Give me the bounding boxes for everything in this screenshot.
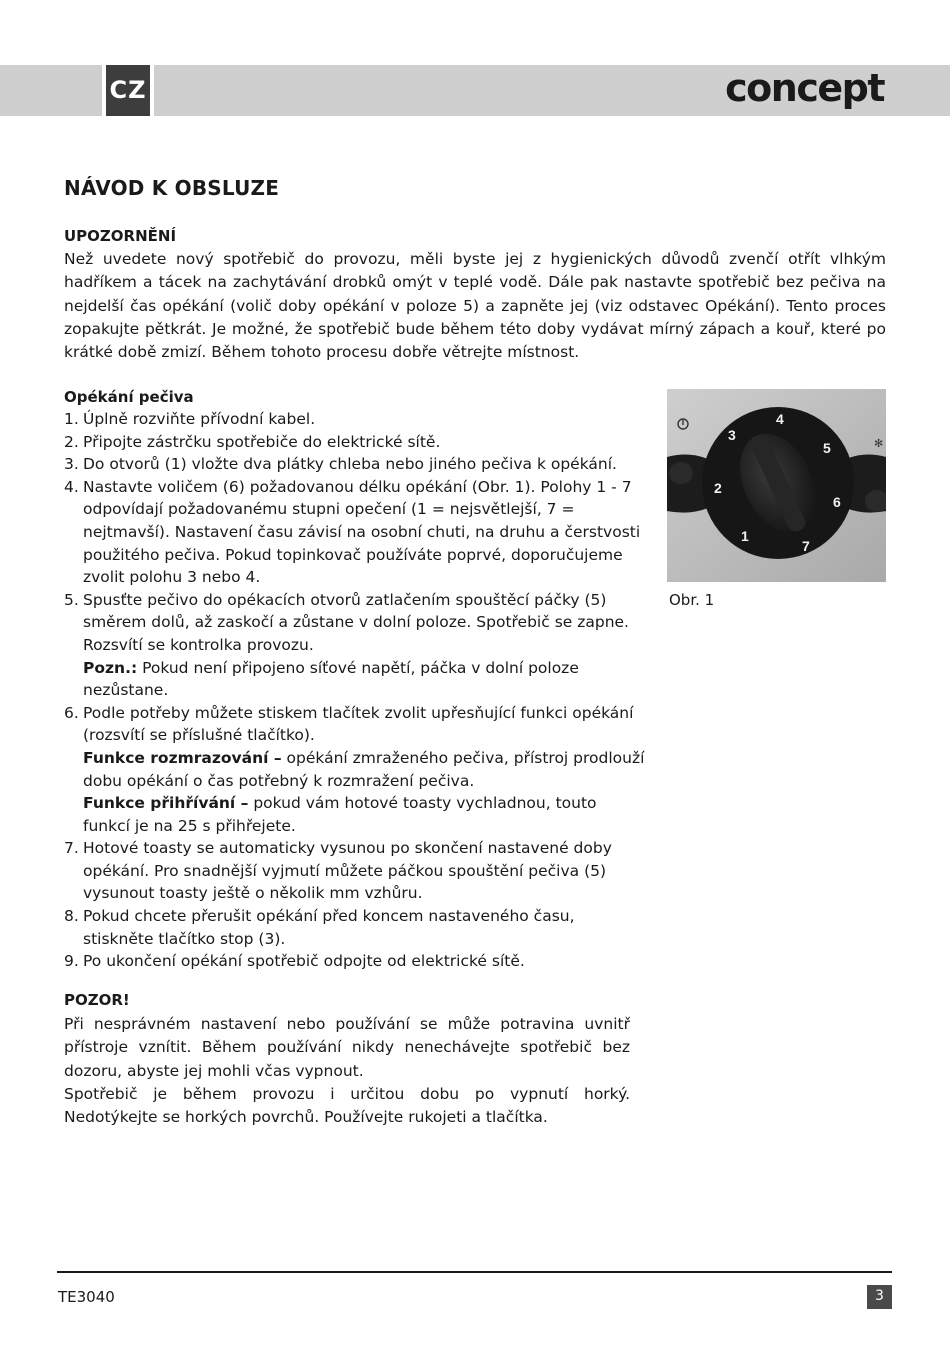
note bbox=[83, 657, 646, 702]
dial-number-6: 6 bbox=[833, 494, 841, 510]
reheat-function bbox=[83, 792, 646, 837]
dial-number-3: 3 bbox=[728, 427, 736, 443]
note-label: Pozn.: bbox=[83, 658, 138, 677]
list-item bbox=[64, 837, 646, 905]
item-number: 5. bbox=[64, 590, 79, 609]
dial-number-4: 4 bbox=[776, 411, 784, 427]
list-item bbox=[64, 589, 646, 702]
item-number: 2. bbox=[64, 432, 79, 451]
warning-text: Než uvedete nový spotřebič do provozu, měli byste jej z hygienických důvodů zvenčí otřít vlhkým hadříkem a tácek na zachytávání drobků omýt v teplé vodě. Dále pak nastavte spotřebič bez pečiva na nejdelší čas opékání (volič doby opékání v poloze 5) a zapněte jej (viz odstavec Opékání). Tento proces zopakujte pětkrát. Je možné, že spotřebič bude během této doby vydávat mírný zápach a kouř, které po krátké době zmizí. Během tohoto procesu dobře větrejte místnost. bbox=[64, 250, 886, 362]
brand-logo: concept bbox=[725, 66, 884, 110]
defrost-label: Funkce rozmrazování – bbox=[83, 748, 282, 767]
caution-heading: POZOR! bbox=[64, 991, 130, 1009]
model-number: TE3040 bbox=[58, 1288, 115, 1306]
snowflake-icon: ✻ bbox=[874, 437, 884, 450]
dial-number-7: 7 bbox=[802, 538, 810, 554]
item-text: Pokud chcete přerušit opékání před koncem nastaveného času, stiskněte tlačítko stop (3). bbox=[83, 907, 575, 948]
page-number-badge bbox=[867, 1285, 892, 1309]
item-number: 9. bbox=[64, 952, 79, 971]
item-text: Po ukončení opékání spotřebič odpojte od elektrické sítě. bbox=[83, 952, 525, 971]
language-code: CZ bbox=[109, 76, 147, 104]
dial-number-1: 1 bbox=[741, 528, 749, 544]
item-text: Nastavte voličem (6) požadovanou délku opékání (Obr. 1). Polohy 1 - 7 odpovídají požadovanému stupni opečení (1 = nejsvětlejší, 7 = nejtmavší). Nastavení času závisí na osobní chuti, na druhu a čerstvosti použitého pečiva. Pokud topinkovač používáte poprvé, doporučujeme zvolit polohu 3 nebo 4. bbox=[83, 477, 641, 587]
left-button bbox=[669, 462, 693, 484]
item-number: 7. bbox=[64, 839, 79, 858]
item-text: Do otvorů (1) vložte dva plátky chleba nebo jiného pečiva k opékání. bbox=[83, 455, 617, 474]
item-number: 8. bbox=[64, 907, 79, 926]
defrost-text: opékání zmraženého pečiva, přístroj prodlouží dobu opékání o čas potřebný k rozmražení pečiva. bbox=[83, 748, 645, 790]
page-title: NÁVOD K OBSLUZE bbox=[64, 176, 280, 200]
list-item bbox=[64, 476, 646, 589]
figure-caption: Obr. 1 bbox=[669, 591, 715, 609]
list-item bbox=[64, 408, 646, 431]
list-item bbox=[64, 453, 646, 476]
list-item bbox=[64, 431, 646, 454]
reheat-label: Funkce přihřívání – bbox=[83, 794, 249, 813]
toasting-heading: Opékání pečiva bbox=[64, 388, 194, 406]
page-number: 3 bbox=[875, 1288, 884, 1304]
note-text: Pokud není připojeno síťové napětí, páčka v dolní poloze nezůstane. bbox=[83, 658, 579, 700]
browning-dial-figure bbox=[667, 389, 886, 582]
item-text: Spusťte pečivo do opékacích otvorů zatlačením spouštěcí páčky (5) směrem dolů, až zaskočí a zůstane v dolní poloze. Spotřebič se zapne. Rozsvítí se kontrolka provozu. bbox=[83, 590, 629, 654]
warning-heading: UPOZORNĚNÍ bbox=[64, 227, 177, 245]
dial-number-2: 2 bbox=[714, 480, 722, 496]
item-number: 4. bbox=[64, 477, 79, 496]
list-item bbox=[64, 950, 646, 973]
reheat-text: pokud vám hotové toasty vychladnou, touto funkcí je na 25 s přihřejete. bbox=[83, 794, 597, 835]
language-badge bbox=[102, 65, 154, 116]
item-number: 1. bbox=[64, 410, 79, 428]
instructions-list bbox=[64, 408, 646, 973]
item-text: Připojte zástrčku spotřebiče do elektrické sítě. bbox=[83, 432, 441, 451]
item-text: Podle potřeby můžete stiskem tlačítek zvolit upřesňující funkci opékání (rozsvítí se příslušné tlačítko). bbox=[83, 703, 634, 745]
item-number: 3. bbox=[64, 455, 79, 474]
caution-text-2: Spotřebič je během provozu i určitou dobu po vypnutí horký. Nedotýkejte se horkých povrchů. Používejte rukojeti a tlačítka. bbox=[64, 1085, 630, 1127]
item-number: 6. bbox=[64, 703, 79, 722]
caution-text-1: Při nesprávném nastavení nebo používání se může potravina uvnitř přístroje vznítit. Během používání nikdy nenechávejte spotřebič bez dozoru, abyste jej mohli včas vypnout. bbox=[64, 1015, 630, 1080]
list-item bbox=[64, 702, 646, 838]
dial-number-5: 5 bbox=[823, 440, 831, 456]
item-text: Úplně rozviňte přívodní kabel. bbox=[83, 410, 316, 428]
list-item bbox=[64, 905, 646, 950]
defrost-function bbox=[83, 747, 646, 792]
item-text: Hotové toasty se automaticky vysunou po skončení nastavené doby opékání. Pro snadnější vyjmutí můžete páčkou spouštění pečiva (5) vysunout toasty ještě o několik mm vzhůru. bbox=[83, 839, 612, 903]
footer-divider bbox=[57, 1271, 892, 1273]
